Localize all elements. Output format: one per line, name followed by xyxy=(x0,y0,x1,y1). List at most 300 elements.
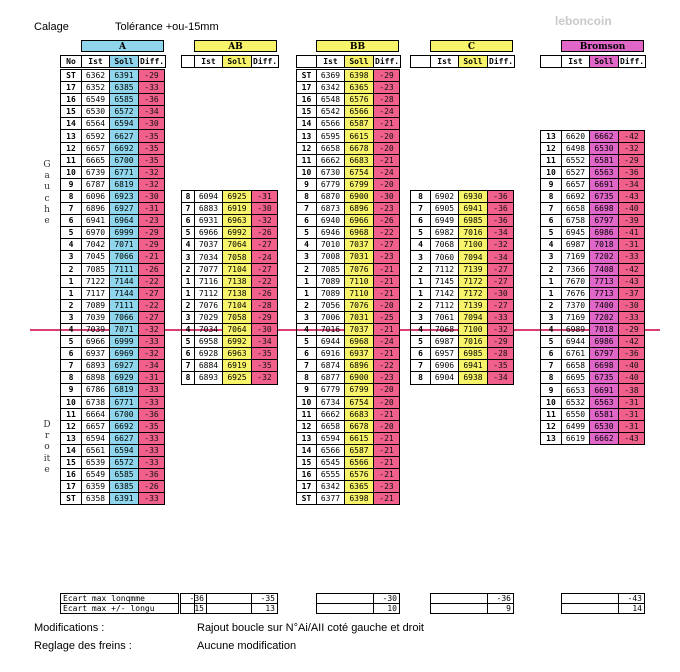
header-no: No xyxy=(61,56,82,68)
row-number: 11 xyxy=(61,408,82,420)
ist-value: 6896 xyxy=(82,203,110,215)
row-number: 14 xyxy=(297,118,317,130)
row-number: 2 xyxy=(411,263,431,275)
ist-value: 6738 xyxy=(82,396,110,408)
soll-value: 6678 xyxy=(345,142,374,154)
soll-value: 6627 xyxy=(110,432,139,444)
soll-value: 6941 xyxy=(459,203,488,215)
soll-value: 6572 xyxy=(110,457,139,469)
table-row xyxy=(541,348,645,360)
table-row xyxy=(182,215,278,227)
soll-value: 7144 xyxy=(110,275,139,287)
table-row xyxy=(297,384,400,396)
diff-value: -40 xyxy=(619,360,645,372)
soll-value: 6385 xyxy=(110,82,139,94)
soll-value: 6797 xyxy=(590,215,619,227)
ist-value: 6542 xyxy=(317,106,345,118)
table-row xyxy=(61,142,165,154)
table-row xyxy=(182,324,278,336)
soll-value: 6963 xyxy=(223,348,252,360)
row-number: 9 xyxy=(61,178,82,190)
ist-value: 6549 xyxy=(82,469,110,481)
row-number: 9 xyxy=(541,384,562,396)
table-row xyxy=(297,457,400,469)
diff-value: -36 xyxy=(488,191,514,203)
table-row xyxy=(297,481,400,493)
diff-value: -24 xyxy=(374,106,400,118)
row-number: 9 xyxy=(297,178,317,190)
header-soll: Soll xyxy=(459,56,488,68)
ist-value: 6658 xyxy=(317,142,345,154)
soll-value: 6896 xyxy=(345,203,374,215)
summary-bromson xyxy=(561,593,645,614)
side-label-droite-text: Droite xyxy=(43,420,51,475)
diff-value: -29 xyxy=(619,324,645,336)
diff-value: -30 xyxy=(488,287,514,299)
ist-value: 7010 xyxy=(317,239,345,251)
soll-value: 7031 xyxy=(345,251,374,263)
table-row xyxy=(61,227,165,239)
summary-blank xyxy=(562,604,619,614)
row-number: 1 xyxy=(297,287,317,299)
diff-value: -21 xyxy=(374,323,400,335)
ist-value: 7006 xyxy=(317,311,345,323)
diff-value: -27 xyxy=(374,239,400,251)
soll-value: 6587 xyxy=(345,444,374,456)
ist-value: 7029 xyxy=(195,311,223,323)
table-row xyxy=(411,324,514,336)
ist-value: 6692 xyxy=(562,190,590,202)
diff-value: -30 xyxy=(374,190,400,202)
row-number: 8 xyxy=(297,190,317,202)
summary-blank xyxy=(195,604,252,614)
row-number: 16 xyxy=(297,94,317,106)
row-number: ST xyxy=(61,493,82,505)
ist-value: 6619 xyxy=(562,432,590,444)
table-row xyxy=(541,203,645,215)
row-number: 13 xyxy=(61,432,82,444)
diff-value: -32 xyxy=(139,178,165,190)
soll-value: 6391 xyxy=(110,493,139,505)
row-number: 16 xyxy=(61,469,82,481)
side-label-gauche xyxy=(42,160,52,227)
row-number: 7 xyxy=(541,203,562,215)
table-row xyxy=(541,215,645,227)
soll-value: 7104 xyxy=(223,263,252,275)
table-row xyxy=(411,191,514,203)
row-number: 8 xyxy=(182,372,195,384)
diff-value: -31 xyxy=(619,396,645,408)
row-number: 1 xyxy=(411,275,431,287)
diff-value: -23 xyxy=(374,82,400,94)
diff-value: -39 xyxy=(619,215,645,227)
row-number: 10 xyxy=(297,396,317,408)
table-row xyxy=(411,263,514,275)
diff-value: -20 xyxy=(374,299,400,311)
table-row xyxy=(61,70,165,82)
diff-value: -35 xyxy=(139,142,165,154)
soll-value: 7144 xyxy=(110,287,139,299)
row-number: 10 xyxy=(61,396,82,408)
soll-value: 6594 xyxy=(110,444,139,456)
diff-value: -21 xyxy=(374,275,400,287)
diff-value: -32 xyxy=(139,323,165,335)
row-number: 10 xyxy=(541,166,562,178)
summary-c xyxy=(430,593,514,614)
table-row xyxy=(61,239,165,251)
ist-value: 6377 xyxy=(317,493,345,505)
row-number: 2 xyxy=(541,263,562,275)
soll-value: 6900 xyxy=(345,372,374,384)
row-number: 3 xyxy=(411,251,431,263)
diff-value: -26 xyxy=(374,215,400,227)
ist-value: 6595 xyxy=(317,130,345,142)
ist-value: 6937 xyxy=(82,348,110,360)
summary-blank xyxy=(431,604,488,614)
table-row xyxy=(541,336,645,348)
soll-value: 6576 xyxy=(345,469,374,481)
group-table-ab xyxy=(181,190,278,385)
group-title-bb: BB xyxy=(316,40,399,52)
row-number: 2 xyxy=(61,299,82,311)
diff-value: -25 xyxy=(374,311,400,323)
table-row xyxy=(61,94,165,106)
ist-value: 6905 xyxy=(431,203,459,215)
summary-blank xyxy=(562,594,619,604)
table-row xyxy=(182,203,278,215)
table-row xyxy=(411,360,514,372)
table-row xyxy=(61,82,165,94)
ist-value: 7060 xyxy=(431,251,459,263)
soll-value: 6799 xyxy=(345,384,374,396)
table-row xyxy=(411,311,514,323)
ist-value: 7039 xyxy=(82,311,110,323)
diff-value: -21 xyxy=(374,348,400,360)
diff-value: -21 xyxy=(374,118,400,130)
soll-value: 6963 xyxy=(223,215,252,227)
diff-value: -20 xyxy=(374,420,400,432)
row-number: 17 xyxy=(297,481,317,493)
row-number: 12 xyxy=(61,142,82,154)
soll-value: 6999 xyxy=(110,336,139,348)
row-number: 8 xyxy=(541,190,562,202)
ist-value: 6094 xyxy=(195,191,223,203)
diff-value: -32 xyxy=(139,348,165,360)
table-row xyxy=(61,420,165,432)
table-row xyxy=(61,299,165,311)
table-row xyxy=(297,311,400,323)
table-row xyxy=(541,432,645,444)
row-number: 3 xyxy=(61,251,82,263)
summary-value: -36 xyxy=(181,594,207,604)
group-header-bb xyxy=(296,55,401,68)
soll-value: 7172 xyxy=(459,287,488,299)
row-number: 9 xyxy=(297,384,317,396)
summary-bb xyxy=(316,593,400,614)
diff-value: -28 xyxy=(488,348,514,360)
diff-value: -33 xyxy=(139,396,165,408)
ist-value: 6883 xyxy=(195,203,223,215)
ist-value: 6987 xyxy=(431,336,459,348)
row-number: 6 xyxy=(182,215,195,227)
ist-value: 6498 xyxy=(562,142,590,154)
soll-value: 6398 xyxy=(345,493,374,505)
table-row xyxy=(61,130,165,142)
ist-value: 7670 xyxy=(562,275,590,287)
row-number: 8 xyxy=(182,191,195,203)
table-row xyxy=(411,372,514,384)
diff-value: -23 xyxy=(374,481,400,493)
ist-value: 6884 xyxy=(195,360,223,372)
row-number: 10 xyxy=(297,166,317,178)
diff-value: -27 xyxy=(488,263,514,275)
table-row xyxy=(541,190,645,202)
row-number: 7 xyxy=(182,203,195,215)
table-row xyxy=(297,106,400,118)
soll-value: 7071 xyxy=(110,239,139,251)
table-row xyxy=(61,287,165,299)
soll-value: 6698 xyxy=(590,360,619,372)
row-number: 6 xyxy=(182,348,195,360)
group-title-a: A xyxy=(81,40,164,52)
soll-value: 6992 xyxy=(223,227,252,239)
row-number: 16 xyxy=(297,469,317,481)
soll-value: 6530 xyxy=(590,142,619,154)
table-row xyxy=(61,215,165,227)
soll-value: 6691 xyxy=(590,384,619,396)
row-number: 7 xyxy=(411,203,431,215)
soll-value: 7202 xyxy=(590,311,619,323)
ist-value: 7016 xyxy=(317,323,345,335)
diff-value: -36 xyxy=(488,215,514,227)
table-row xyxy=(297,239,400,251)
table-row xyxy=(297,323,400,335)
soll-value: 6581 xyxy=(590,154,619,166)
row-number: 12 xyxy=(297,142,317,154)
ist-value: 6944 xyxy=(562,336,590,348)
row-number: 13 xyxy=(541,432,562,444)
row-number: 11 xyxy=(297,154,317,166)
row-number: 6 xyxy=(61,215,82,227)
ist-value: 6620 xyxy=(562,130,590,142)
ist-value: 6362 xyxy=(82,70,110,82)
ist-value: 6561 xyxy=(82,444,110,456)
ist-value: 6566 xyxy=(317,444,345,456)
row-number: ST xyxy=(297,493,317,505)
ist-value: 6982 xyxy=(431,227,459,239)
table-row xyxy=(61,432,165,444)
soll-value: 7037 xyxy=(345,239,374,251)
table-row xyxy=(61,372,165,384)
table-row xyxy=(61,166,165,178)
soll-value: 6925 xyxy=(223,372,252,384)
soll-value: 6930 xyxy=(459,191,488,203)
ist-value: 6966 xyxy=(82,336,110,348)
table-row xyxy=(61,408,165,420)
table-row xyxy=(541,287,645,299)
row-number: 1 xyxy=(297,275,317,287)
diff-value: -34 xyxy=(252,336,278,348)
table-row xyxy=(541,420,645,432)
ist-value: 6945 xyxy=(562,227,590,239)
table-row xyxy=(297,118,400,130)
soll-value: 6941 xyxy=(459,360,488,372)
row-number: 1 xyxy=(411,287,431,299)
diff-value: -32 xyxy=(619,142,645,154)
ist-value: 6987 xyxy=(562,239,590,251)
row-number: 3 xyxy=(297,311,317,323)
group-title-bromson: Bromson xyxy=(561,40,644,52)
ist-value: 6944 xyxy=(317,336,345,348)
soll-value: 6919 xyxy=(223,203,252,215)
diff-value: -30 xyxy=(252,324,278,336)
diff-value: -24 xyxy=(374,166,400,178)
diff-value: -33 xyxy=(139,493,165,505)
row-number: 15 xyxy=(297,106,317,118)
diff-value: -31 xyxy=(252,191,278,203)
row-number: 5 xyxy=(411,227,431,239)
diff-value: -21 xyxy=(374,408,400,420)
table-row xyxy=(297,493,400,505)
diff-value: -34 xyxy=(488,251,514,263)
table-row xyxy=(182,360,278,372)
soll-value: 6985 xyxy=(459,215,488,227)
ist-value: 7117 xyxy=(82,287,110,299)
row-number: 6 xyxy=(61,348,82,360)
ist-value: 6665 xyxy=(82,154,110,166)
row-number: 3 xyxy=(541,251,562,263)
table-row xyxy=(297,396,400,408)
summary-blank xyxy=(317,594,374,604)
soll-value: 6819 xyxy=(110,178,139,190)
header-ist: Ist xyxy=(317,56,345,68)
soll-value: 7202 xyxy=(590,251,619,263)
ist-value: 6548 xyxy=(317,94,345,106)
diff-value: -32 xyxy=(488,324,514,336)
ist-value: 6550 xyxy=(562,408,590,420)
soll-value: 7058 xyxy=(223,311,252,323)
table-row xyxy=(541,142,645,154)
group-header-c xyxy=(410,55,515,68)
ist-value: 7077 xyxy=(195,263,223,275)
table-row xyxy=(541,227,645,239)
diff-value: -26 xyxy=(252,287,278,299)
table-row xyxy=(297,178,400,190)
table-row xyxy=(411,275,514,287)
soll-value: 7138 xyxy=(223,275,252,287)
ist-value: 6870 xyxy=(317,190,345,202)
ist-value: 6928 xyxy=(195,348,223,360)
soll-value: 7076 xyxy=(345,299,374,311)
row-number: 11 xyxy=(541,154,562,166)
soll-value: 7111 xyxy=(110,299,139,311)
table-row xyxy=(182,287,278,299)
row-number: 5 xyxy=(297,227,317,239)
soll-value: 7094 xyxy=(459,311,488,323)
soll-value: 6754 xyxy=(345,396,374,408)
row-number: 3 xyxy=(182,251,195,263)
row-number: 6 xyxy=(297,215,317,227)
ist-value: 6893 xyxy=(195,372,223,384)
soll-value: 6594 xyxy=(110,118,139,130)
ist-value: 6530 xyxy=(82,106,110,118)
ist-value: 6342 xyxy=(317,82,345,94)
ist-value: 7045 xyxy=(82,251,110,263)
soll-value: 7110 xyxy=(345,275,374,287)
soll-value: 6937 xyxy=(345,348,374,360)
row-number: 12 xyxy=(541,142,562,154)
row-number: 13 xyxy=(297,130,317,142)
diff-value: -21 xyxy=(374,457,400,469)
soll-value: 6799 xyxy=(345,178,374,190)
diff-value: -23 xyxy=(374,203,400,215)
modifications-label: Modifications : xyxy=(34,622,105,634)
table-row xyxy=(411,227,514,239)
ist-value: 6989 xyxy=(562,324,590,336)
soll-value: 6683 xyxy=(345,408,374,420)
soll-value: 6563 xyxy=(590,396,619,408)
soll-value: 6819 xyxy=(110,384,139,396)
row-number: 17 xyxy=(61,82,82,94)
ist-value: 6532 xyxy=(562,396,590,408)
ist-value: 6904 xyxy=(431,372,459,384)
group-title-c: C xyxy=(430,40,513,52)
soll-value: 6692 xyxy=(110,142,139,154)
row-number: 1 xyxy=(61,287,82,299)
ist-value: 6874 xyxy=(317,360,345,372)
row-number: 5 xyxy=(411,336,431,348)
diff-value: -24 xyxy=(374,336,400,348)
soll-value: 6927 xyxy=(110,203,139,215)
table-row xyxy=(297,336,400,348)
ist-value: 7056 xyxy=(317,299,345,311)
soll-value: 6585 xyxy=(110,469,139,481)
diff-value: -21 xyxy=(139,251,165,263)
diff-value: -20 xyxy=(374,396,400,408)
soll-value: 7058 xyxy=(223,251,252,263)
table-row xyxy=(182,251,278,263)
soll-value: 6968 xyxy=(345,336,374,348)
soll-value: 6365 xyxy=(345,481,374,493)
soll-value: 6627 xyxy=(110,130,139,142)
soll-value: 7037 xyxy=(345,323,374,335)
table-row xyxy=(297,94,400,106)
ist-value: 6658 xyxy=(562,203,590,215)
ist-value: 6564 xyxy=(82,118,110,130)
table-row xyxy=(61,384,165,396)
soll-value: 6365 xyxy=(345,82,374,94)
soll-value: 7100 xyxy=(459,239,488,251)
ist-value: 7061 xyxy=(431,311,459,323)
ist-value: 6662 xyxy=(317,154,345,166)
soll-value: 6999 xyxy=(110,227,139,239)
soll-value: 6735 xyxy=(590,190,619,202)
soll-value: 6692 xyxy=(110,420,139,432)
ist-value: 6555 xyxy=(317,469,345,481)
row-number: 2 xyxy=(61,263,82,275)
table-row xyxy=(61,348,165,360)
ist-value: 6902 xyxy=(431,191,459,203)
diff-value: -22 xyxy=(374,227,400,239)
soll-value: 6927 xyxy=(110,360,139,372)
table-row xyxy=(541,178,645,190)
table-row xyxy=(541,166,645,178)
diff-value: -34 xyxy=(619,178,645,190)
soll-value: 6585 xyxy=(110,94,139,106)
diff-value: -41 xyxy=(619,227,645,239)
row-number: 15 xyxy=(61,106,82,118)
soll-value: 6919 xyxy=(223,360,252,372)
